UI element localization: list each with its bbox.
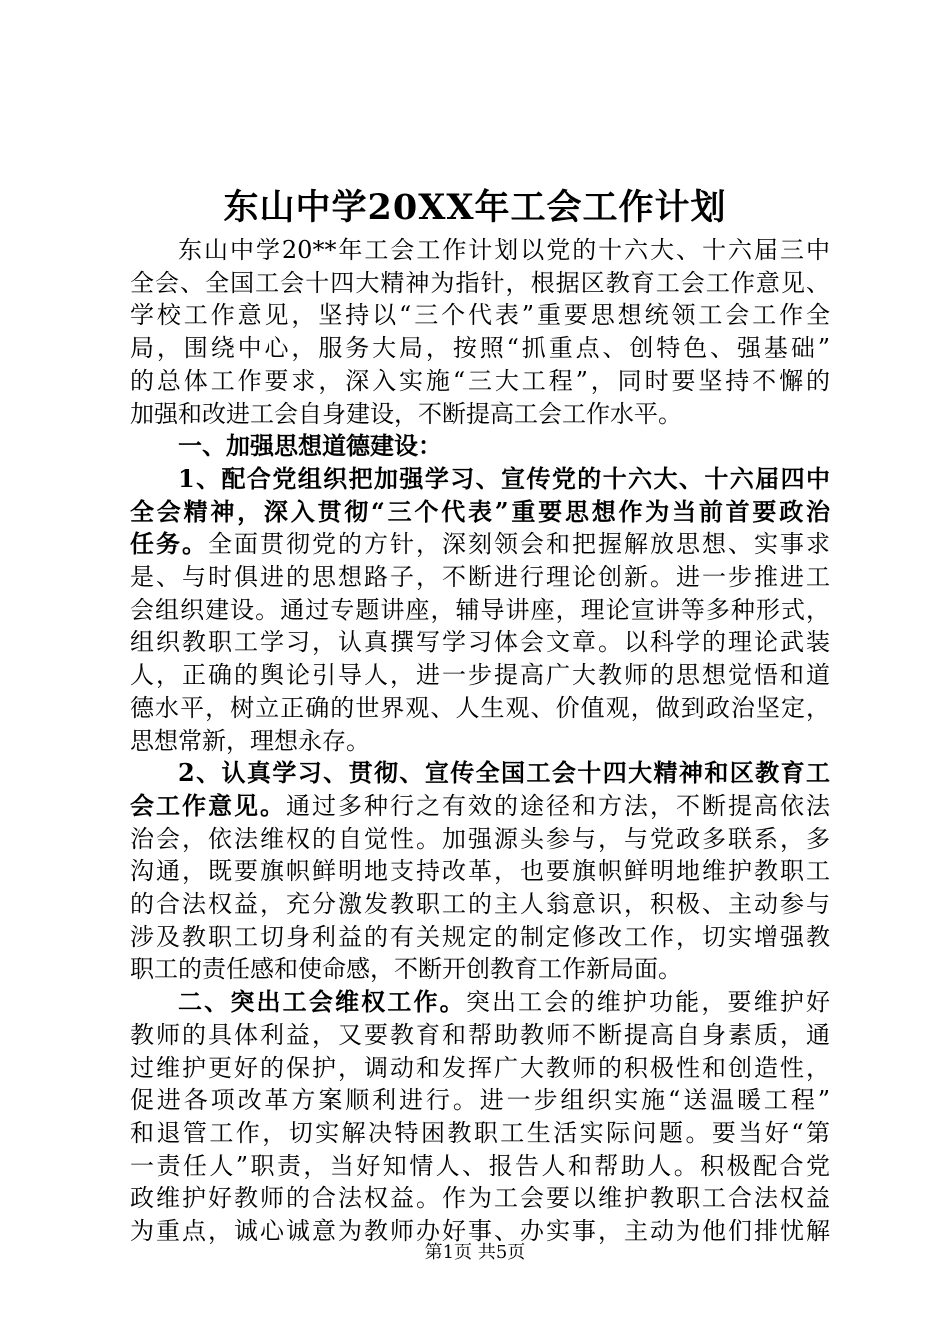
text-line: 涉及教职工切身利益的有关规定的制定修改工作，切实增强教 (130, 922, 830, 951)
text-line-bold: 全会精神，深入贯彻“三个代表”重要思想作为当前首要政治 (130, 496, 830, 526)
text-line: 东山中学20**年工会工作计划以党的十六大、十六届三中 (178, 236, 830, 264)
text-line-mixed (130, 528, 830, 561)
text-line: 局，围绕中心，服务大局，按照“抓重点、创特色、强基础” (130, 334, 830, 363)
text-line: 职工的责任感和使命感，不断开创教育工作新局面。 (130, 955, 682, 984)
text-line: 的合法权益，充分激发教职工的主人翁意识，积极、主动参与 (130, 890, 830, 919)
text-line: 思想常新，理想永存。 (130, 726, 370, 755)
document-body (130, 234, 830, 1248)
text-line: 德水平，树立正确的世界观、人生观、价值观，做到政治坚定， (130, 693, 830, 722)
text-line: 组织教职工学习，认真撰写学习体会文章。以科学的理论武装 (130, 628, 830, 657)
section-1-heading (130, 430, 830, 463)
item-2-lead-rest: 通过多种行之有效的途径和方法，不断提高依法 (286, 791, 830, 820)
item-1-lead-rest: 全面贯彻党的方针，深刻领会和把握解放思想、实事求 (208, 530, 830, 559)
text-line: 加强和改进工会自身建设，不断提高工会工作水平。 (130, 399, 682, 428)
text-line: 治会，依法维权的自觉性。加强源头参与，与党政多联系，多 (130, 824, 830, 853)
section-2-heading: 二、突出工会维权工作。 (178, 987, 466, 1017)
text-line-bold: 2、认真学习、贯彻、宣传全国工会十四大精神和区教育工 (178, 758, 830, 788)
text-line-bold: 1、配合党组织把加强学习、宣传党的十六大、十六届四中 (178, 463, 830, 493)
text-line: 和退管工作，切实解决特困教职工生活实际问题。要当好“第 (130, 1118, 830, 1147)
text-line: 一责任人”职责，当好知情人、报告人和帮助人。积极配合党 (130, 1151, 830, 1180)
text-line: 会组织建设。通过专题讲座，辅导讲座，理论宣讲等多种形式， (130, 595, 830, 624)
section-2-lead-rest: 突出工会的维护功能，要维护好 (465, 988, 831, 1017)
text-line: 沟通，既要旗帜鲜明地支持改革，也要旗帜鲜明地维护教职工 (130, 857, 830, 886)
item-2-lead-bold: 会工作意见。 (130, 790, 286, 820)
text-line: 的总体工作要求，深入实施“三大工程”，同时要坚持不懈的 (130, 366, 830, 395)
document-title: 东山中学20XX年工会工作计划 (223, 187, 727, 228)
intro-paragraph (130, 234, 830, 430)
text-line: 学校工作意见，坚持以“三个代表”重要思想统领工会工作全 (130, 301, 830, 330)
text-line: 政维护好教师的合法权益。作为工会要以维护教职工合法权益 (130, 1184, 830, 1213)
item-1-paragraph (130, 463, 830, 757)
text-line-mixed (130, 790, 830, 823)
text-line-mixed (130, 986, 830, 1019)
section-heading: 一、加强思想道德建设： (178, 431, 442, 461)
page-footer: 第1页 共5页 (424, 1242, 526, 1263)
item-1-lead-bold: 任务。 (130, 529, 208, 559)
section-2-paragraph (130, 986, 830, 1248)
item-2-paragraph (130, 757, 830, 986)
text-line: 全会、全国工会十四大精神为指针，根据区教育工会工作意见、 (130, 268, 830, 297)
text-line: 教师的具体利益，又要教育和帮助教师不断提高自身素质，通 (130, 1020, 830, 1049)
text-line: 为重点，诚心诚意为教师办好事、办实事，主动为他们排忧解 (130, 1217, 830, 1246)
text-line: 人，正确的舆论引导人，进一步提高广大教师的思想觉悟和道 (130, 661, 830, 690)
text-line: 过维护更好的保护，调动和发挥广大教师的积极性和创造性， (130, 1053, 830, 1082)
text-line: 促进各项改革方案顺利进行。进一步组织实施“送温暖工程” (130, 1086, 830, 1115)
text-line: 是、与时俱进的思想路子，不断进行理论创新。进一步推进工 (130, 563, 830, 592)
